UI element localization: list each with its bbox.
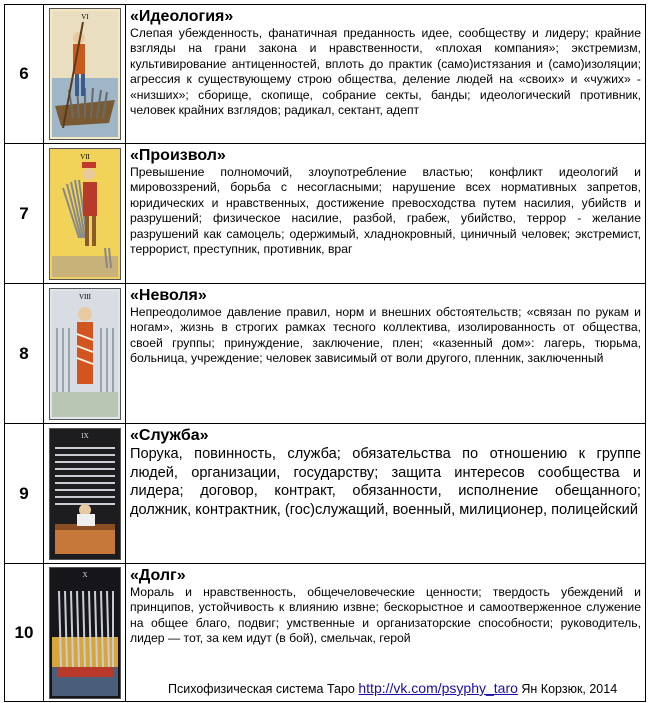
row-title: «Неволя» xyxy=(130,287,207,304)
card-caption: VI xyxy=(80,13,89,21)
row-content xyxy=(126,284,645,423)
row-title: «Служба» xyxy=(130,427,209,444)
card-caption: IX xyxy=(80,431,89,440)
row-number: 7 xyxy=(5,144,44,283)
card-caption: X xyxy=(81,570,88,579)
card-image-six-of-swords xyxy=(44,5,126,143)
row-description: Порука, повинность, служба; обязательства по отношению к группе людей, организации, государству; защита интересов сообщества и лидера; договор, контракт, обязанности, исполнение обещанного; должник, контрактник, (гос)служащий, военный, милиционер, полицейский xyxy=(130,446,641,518)
table-row xyxy=(4,144,646,284)
card-caption: VIII xyxy=(78,292,91,301)
footer-prefix: Психофизическая система Таро xyxy=(168,682,355,696)
row-number: 6 xyxy=(5,5,44,143)
row-description: Превышение полномочий, злоупотребление властью; конфликт идеологий и мировоззрений, борьба с несогласными; нарушение всех нормативных запретов, юридических и нравственных, достижение превосходства путем насилия, убийств и разрушений; физическое насилие, разбой, грабеж, убийство, террор - желание разрушений как самоцель; одержимый, хладнокровный, циничный человек; экстремист, террорист, преступник, противник, враг xyxy=(130,165,641,257)
row-description: Мораль и нравственность, общечеловеческие ценности; твердость убеждений и принципов, устойчивость к влиянию извне; бескорыстное и самоотверженное служение на общее благо, подвиг; умственные и организаторские способности; руководитель, лидер — тот, за кем идут (в бой), смельчак, герой xyxy=(130,585,641,646)
row-number: 8 xyxy=(5,284,44,423)
card-image-eight-of-swords xyxy=(44,284,126,423)
row-number: 10 xyxy=(5,564,44,701)
card-image-ten-of-swords xyxy=(44,564,126,701)
row-title: «Идеология» xyxy=(130,8,234,25)
vk-link[interactable]: http://vk.com/psyphy_taro xyxy=(358,680,518,696)
footer-author: Ян Корзюк, 2014 xyxy=(521,682,618,696)
card-caption: VII xyxy=(79,152,90,161)
row-content xyxy=(126,424,645,563)
table-row xyxy=(4,5,646,144)
row-content xyxy=(126,144,645,283)
row-description: Слепая убежденность, фанатичная преданность идее, сообществу и лидеру; крайние взгляды на грани закона и нравственности, «плохая компания»; экстремизм, культивирование антиценностей, вплоть до практик (само)истязания и (само)изоляции; агрессия к существующему строю общества, деление людей на «своих» и «чужих» - «низших»; сборище, скопище, собрание секты, банды; идеологический противник, человек крайних взглядов; радикал, сектант, адепт xyxy=(130,26,641,118)
card-image-nine-of-swords xyxy=(44,424,126,563)
card-image-seven-of-swords xyxy=(44,144,126,283)
table-row xyxy=(4,284,646,424)
tarot-table xyxy=(4,4,646,702)
footer-credit xyxy=(168,680,617,696)
row-description: Непреодолимое давление правил, норм и внешних обстоятельств; «связан по рукам и ногам», жизнь в строгих рамках тесного коллектива, изолированность от общества, своей группы; принуждение, заключение, плен; «казенный дом»: лагерь, тюрьма, больница, учреждение; человек зависимый от воли другого, пленник, заключенный xyxy=(130,305,641,366)
row-title: «Долг» xyxy=(130,567,186,584)
row-number: 9 xyxy=(5,424,44,563)
row-title: «Произвол» xyxy=(130,147,226,164)
row-content xyxy=(126,5,645,143)
table-row xyxy=(4,424,646,564)
